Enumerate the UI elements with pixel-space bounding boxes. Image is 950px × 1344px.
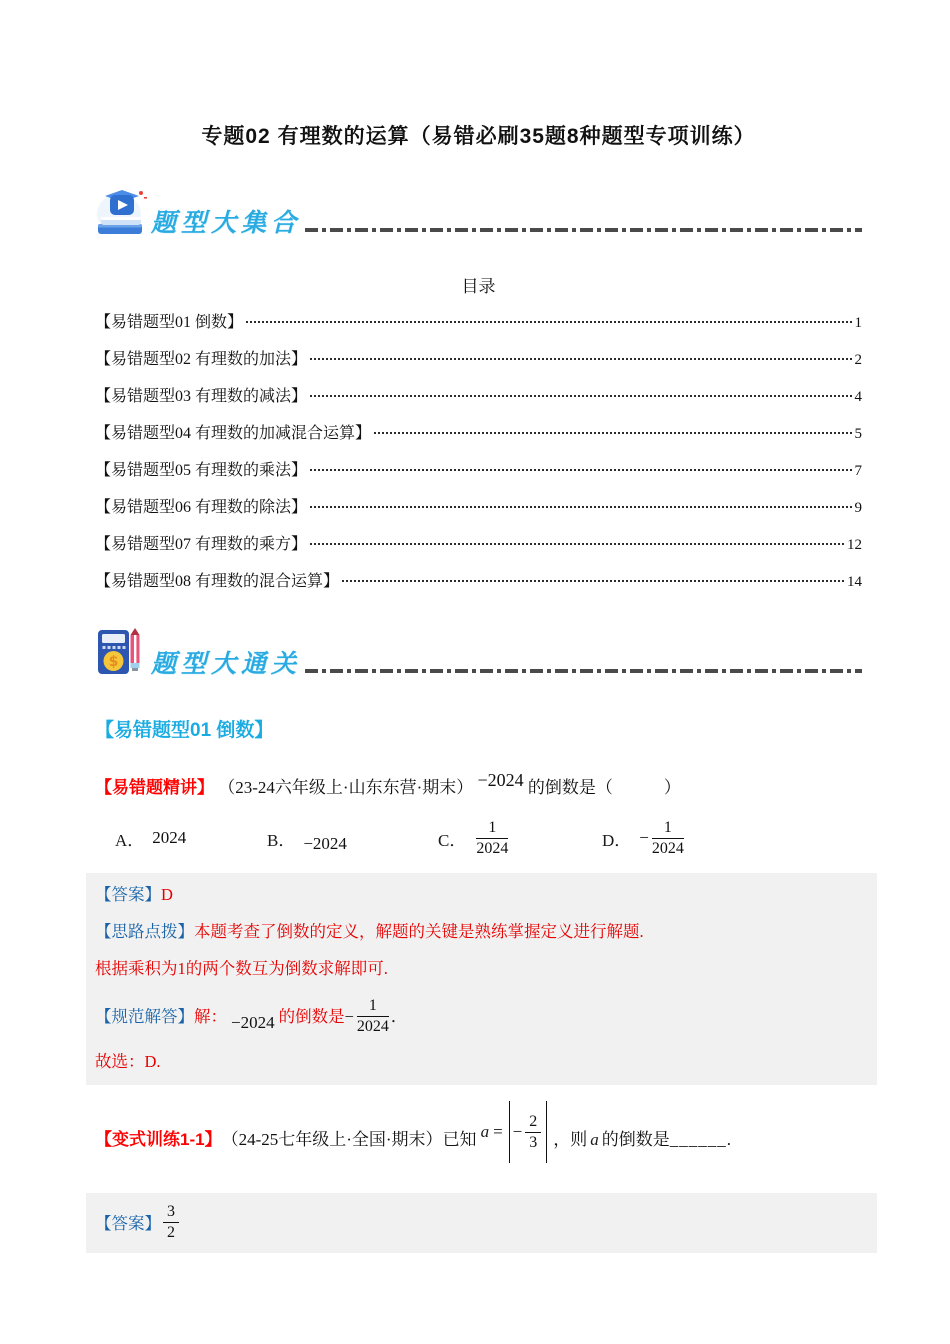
toc-page-number: 14 <box>847 574 862 590</box>
option-b-value: −2024 <box>303 834 347 853</box>
page-title: 专题02 有理数的运算（易错必刷35题8种题型专项训练） <box>201 125 756 148</box>
toc-page-number: 5 <box>854 426 862 442</box>
toc-entry <box>95 531 862 568</box>
solution-line <box>95 990 865 1042</box>
toc-leader-dots <box>342 580 844 582</box>
option-a <box>115 826 267 851</box>
toc-heading: 目录 <box>461 277 496 296</box>
option-a-value: 2024 <box>152 828 187 847</box>
toc-page-number: 9 <box>854 500 862 516</box>
equals-sign: = <box>493 1122 503 1141</box>
toc-entry-label: 【易错题型07 有理数的乘方】 <box>95 536 308 553</box>
banner-topic-collection <box>95 184 862 238</box>
option-b <box>267 826 438 851</box>
option-a-label: A． <box>115 830 145 850</box>
toc-entry-label: 【易错题型01 倒数】 <box>95 314 244 331</box>
example-tag: 【易错题精讲】 <box>95 778 214 797</box>
answer-tag: 【答案】 <box>95 885 161 904</box>
variant-equation <box>481 1101 550 1163</box>
variable-a: a <box>480 1122 490 1141</box>
abs-minus: − <box>512 1122 523 1141</box>
solution-period: ． <box>390 1006 408 1026</box>
stem-text: 的倒数是（ ） <box>527 778 681 797</box>
svg-text:$: $ <box>108 654 119 670</box>
variant-answer-tag: 【答案】 <box>95 1214 161 1234</box>
solution-fraction-minus: − <box>344 1006 354 1026</box>
banner-title-pass: 题型大通关 <box>151 650 302 678</box>
toc-entry <box>95 383 862 420</box>
hint-tag: 【思路点拨】 <box>95 922 194 941</box>
solution-fraction: $\frac{1}{2024}$ <box>356 996 389 1035</box>
hint-line-1 <box>95 920 865 943</box>
example-question <box>95 772 862 803</box>
conclusion-text: 故选：D. <box>95 1052 161 1071</box>
toc-leader-dots <box>310 358 851 360</box>
books-stack-icon <box>95 184 149 238</box>
toc-leader-dots <box>310 543 844 545</box>
option-c-label: C． <box>438 830 467 850</box>
toc-leader-dots <box>310 395 851 397</box>
abs-fraction: $\frac{2}{3}$ <box>525 1113 541 1151</box>
variant-source: （24-25七年级上·全国·期末） <box>221 1130 443 1149</box>
calculator-pencil-icon <box>95 625 149 679</box>
toc-entry-label: 【易错题型08 有理数的混合运算】 <box>95 573 340 590</box>
option-b-label: B． <box>267 830 296 850</box>
toc-entry <box>95 494 862 531</box>
toc-leader-dots <box>310 469 851 471</box>
option-row <box>95 815 862 861</box>
toc-leader-dots <box>310 506 851 508</box>
solution-mid-text: 的倒数是 <box>278 1006 345 1026</box>
option-d-fraction: $\frac{1}{2024}$ <box>651 818 684 857</box>
toc-entry-label: 【易错题型03 有理数的减法】 <box>95 388 308 405</box>
solution-math-neg2024: −2024 <box>231 1012 275 1032</box>
variant-answer-block <box>86 1193 877 1253</box>
toc-entry-label: 【易错题型05 有理数的乘法】 <box>95 462 308 479</box>
answer-blank: ______ <box>669 1130 727 1149</box>
hint-text-1: 本题考查了倒数的定义，解题的关键是熟练掌握定义进行解题. <box>194 922 644 941</box>
toc-entry-label: 【易错题型02 有理数的加法】 <box>95 351 308 368</box>
answer-explanation-block <box>86 873 877 1085</box>
toc-leader-dots <box>374 432 851 434</box>
toc-leader-dots <box>246 321 851 323</box>
absolute-value-expression <box>509 1101 548 1163</box>
hint-text-2: 根据乘积为1的两个数互为倒数求解即可. <box>95 959 388 978</box>
variable-a-2: a <box>590 1130 599 1149</box>
table-of-contents <box>95 309 862 605</box>
variant-period: . <box>726 1130 731 1149</box>
variant-exercise <box>95 1109 862 1171</box>
variant-post-text-1: ，则 <box>553 1130 588 1149</box>
option-d <box>602 819 862 857</box>
variant-tag: 【变式训练1-1】 <box>95 1130 222 1149</box>
toc-page-number: 1 <box>854 315 862 331</box>
toc-entry-label: 【易错题型04 有理数的加减混合运算】 <box>95 425 372 442</box>
toc-entry <box>95 457 862 494</box>
example-source: （23-24六年级上·山东东营·期末） <box>218 778 474 797</box>
variant-answer-fraction: $\frac{3}{2}$ <box>163 1203 179 1241</box>
dash-dot-divider <box>305 228 862 232</box>
stem-math-neg2024: −2024 <box>477 770 524 790</box>
toc-page-number: 4 <box>854 389 862 405</box>
toc-entry <box>95 346 862 383</box>
toc-page-number: 12 <box>847 537 862 553</box>
toc-entry <box>95 568 862 605</box>
option-c-fraction: $\frac{1}{2024}$ <box>476 818 509 857</box>
banner-topic-pass <box>95 625 862 679</box>
option-d-label: D． <box>602 830 632 850</box>
solution-jie: 解： <box>194 1006 227 1026</box>
topic-heading: 【易错题型01 倒数】 <box>95 720 274 741</box>
answer-line <box>95 883 865 906</box>
variant-pre-text: 已知 <box>442 1130 477 1149</box>
variant-post-text-2: 的倒数是 <box>601 1130 670 1149</box>
conclusion-line <box>95 1050 865 1073</box>
option-c <box>438 819 602 857</box>
toc-entry <box>95 309 862 346</box>
toc-page-number: 7 <box>854 463 862 479</box>
dash-dot-divider <box>305 669 862 673</box>
solution-tag: 【规范解答】 <box>95 1006 194 1026</box>
toc-entry <box>95 420 862 457</box>
answer-value: D <box>161 885 173 904</box>
toc-entry-label: 【易错题型06 有理数的除法】 <box>95 499 308 516</box>
hint-line-2 <box>95 957 865 980</box>
option-d-minus: − <box>639 828 649 847</box>
toc-page-number: 2 <box>854 352 862 368</box>
banner-title-collection: 题型大集合 <box>151 209 302 237</box>
